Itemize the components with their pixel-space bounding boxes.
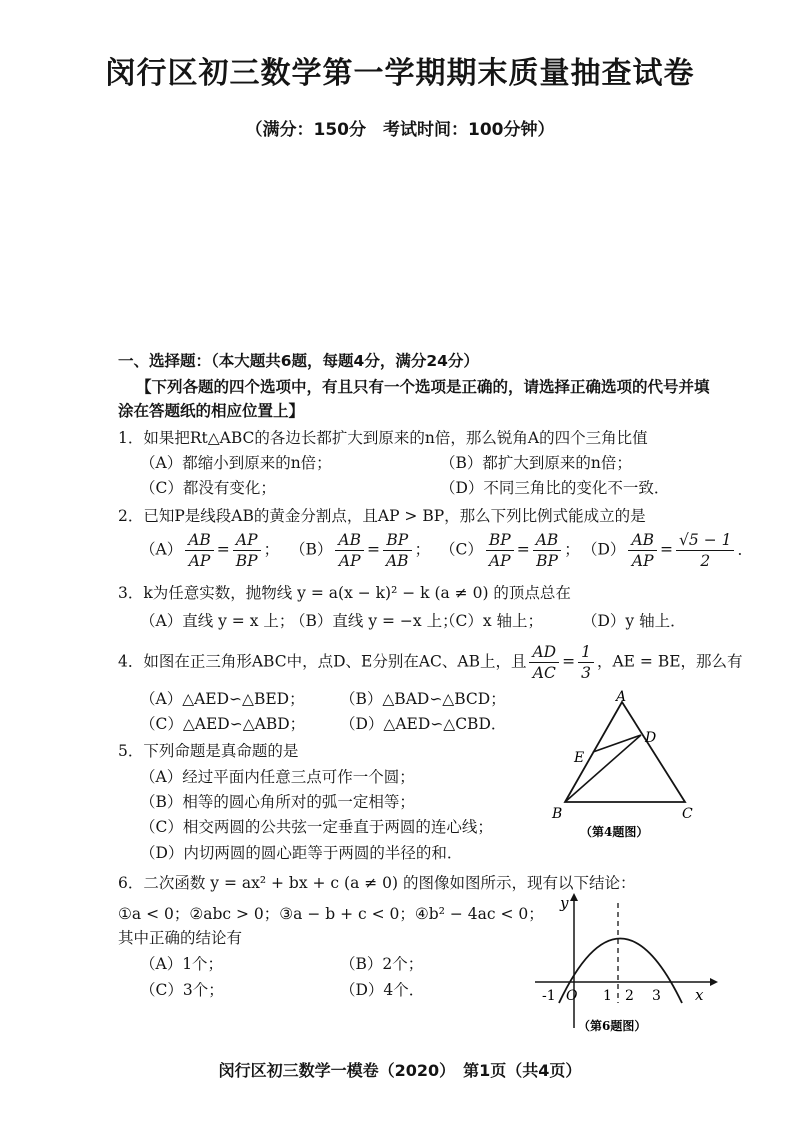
q6-option-d: （D）4个．: [340, 981, 425, 999]
q3-stem: 3．k为任意实数，抛物线 y = a(x − k)² − k (a ≠ 0) 的顶点总在: [118, 584, 571, 602]
q4-option-c: （C）△AED∽△ABD；: [140, 715, 306, 733]
q3-option-c: （C）x 轴上；: [440, 612, 544, 630]
y-axis-arrow: [570, 893, 578, 901]
q3-option-d: （D）y 轴上．: [582, 612, 686, 630]
instruction-line-2: 涂在答题纸的相应位置上】: [118, 402, 305, 420]
q4-option-d: （D）△AED∽△CBD．: [340, 715, 507, 733]
segment-ed: [593, 735, 641, 752]
figure-4-caption: （第4题图）: [580, 825, 649, 839]
figure-4-triangle: [540, 690, 715, 845]
q6-stem: 6．二次函数 y = ax² + bx + c (a ≠ 0) 的图像如图所示，现有以下结论：: [118, 874, 636, 892]
q1-option-d: （D）不同三角比的变化不一致．: [440, 479, 670, 497]
q6-conclusions: ①a < 0；②abc > 0；③a − b + c < 0；④b² − 4ac < 0；: [118, 905, 544, 923]
tick-2: 2: [625, 988, 634, 1004]
axis-label-x: x: [695, 986, 704, 1004]
q6-option-c: （C）3个；: [140, 981, 224, 999]
q5-option-a: （A）经过平面内任意三点可作一个圆；: [140, 768, 415, 786]
tick-neg1: -1: [542, 988, 556, 1004]
figure-6-graph: [530, 888, 725, 1038]
q4-option-b: （B）△BAD∽△BCD；: [340, 690, 506, 708]
origin-label: O: [566, 988, 578, 1004]
q3-option-b: （B）直线 y = −x 上；: [290, 612, 458, 630]
q5-option-d: （D）内切两圆的圆心距等于两圆的半径的和．: [140, 844, 463, 862]
q5-option-b: （B）相等的圆心角所对的弧一定相等；: [140, 793, 415, 811]
q4-option-a: （A）△AED∽△BED；: [140, 690, 305, 708]
label-b: B: [552, 806, 563, 822]
q5-option-c: （C）相交两圆的公共弦一定垂直于两圆的连心线；: [140, 818, 493, 836]
q2-option-a: （A） $\frac{AB}{AP}$ = $\frac{AP}{BP}$ ；: [140, 531, 280, 570]
label-a: A: [616, 690, 627, 705]
page-footer: 闵行区初三数学一模卷（2020） 第1页（共4页）: [218, 1061, 582, 1080]
x-axis-arrow: [710, 978, 718, 986]
segment-bd: [565, 735, 641, 802]
q6-prompt: 其中正确的结论有: [118, 929, 243, 947]
q2-option-d: （D） $\frac{AB}{AP}$ = $\frac{√5 - 1}{2}$ ．: [582, 531, 753, 570]
page-subtitle: （满分：150分 考试时间：100分钟）: [245, 120, 555, 140]
q3-option-a: （A）直线 y = x 上；: [140, 612, 295, 630]
label-c: C: [682, 806, 693, 822]
figure-6-caption: （第6题图）: [578, 1019, 647, 1033]
page-title: 闵行区初三数学第一学期期末质量抽查试卷: [105, 56, 695, 91]
q6-option-a: （A）1个；: [140, 955, 224, 973]
q2-option-b: （B） $\frac{AB}{AP}$ = $\frac{BP}{AB}$ ；: [290, 531, 431, 570]
q2-option-c: （C） $\frac{BP}{AP}$ = $\frac{AB}{BP}$ ；: [440, 531, 580, 570]
tick-1: 1: [603, 988, 612, 1004]
q6-option-b: （B）2个；: [340, 955, 424, 973]
q1-stem: 1．如果把Rt△ABC的各边长都扩大到原来的n倍，那么锐角A的四个三角比值: [118, 429, 648, 447]
q1-option-b: （B）都扩大到原来的n倍；: [440, 454, 632, 472]
label-d: D: [645, 730, 657, 746]
q1-option-a: （A）都缩小到原来的n倍；: [140, 454, 332, 472]
section-heading: 一、选择题：（本大题共6题，每题4分，满分24分）: [118, 352, 479, 370]
q2-stem: 2．已知P是线段AB的黄金分割点，且AP > BP，那么下列比例式能成立的是: [118, 507, 646, 525]
tick-3: 3: [652, 988, 661, 1004]
q5-stem: 5．下列命题是真命题的是: [118, 742, 299, 760]
label-e: E: [574, 750, 585, 766]
axis-label-y: y: [560, 894, 569, 912]
q1-option-c: （C）都没有变化；: [140, 479, 276, 497]
instruction-line-1: 【下列各题的四个选项中，有且只有一个选项是正确的，请选择正确选项的代号并填: [136, 378, 710, 396]
q4-stem: 4．如图在正三角形ABC中，点D、E分别在AC、AB上，且 $\frac{AD}{AC}$ = $\frac{1}{3}$ ，AE = BE，那么有: [118, 643, 743, 682]
